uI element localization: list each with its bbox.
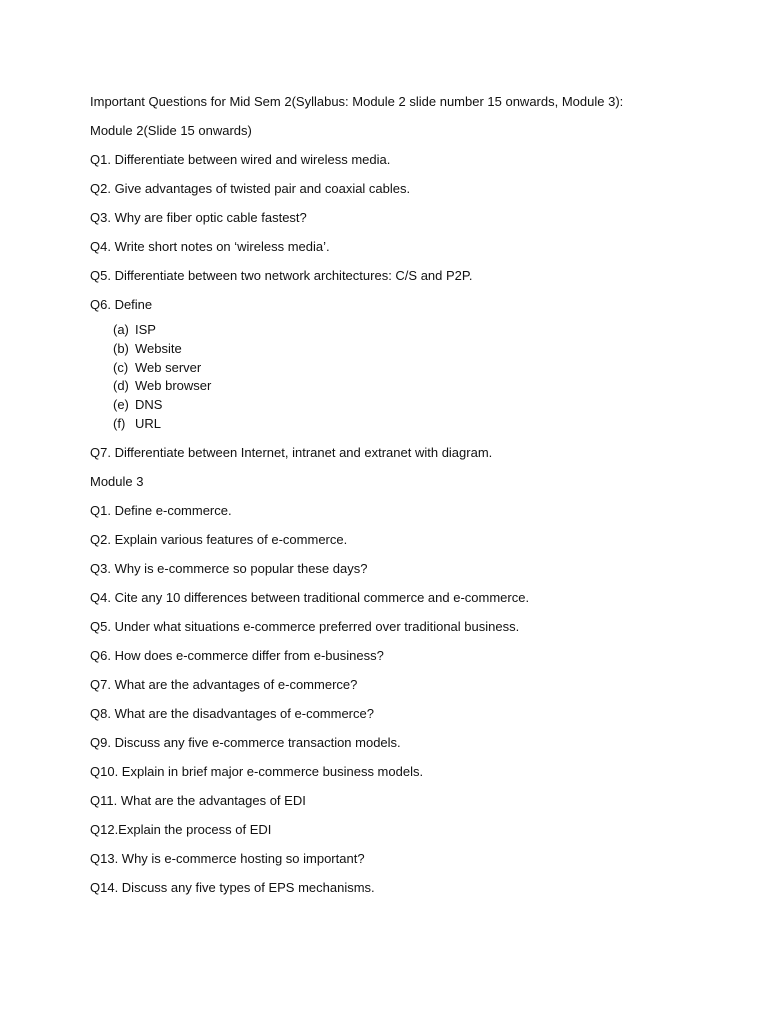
question-item: Q11. What are the advantages of EDI xyxy=(90,792,306,808)
list-item-text: URL xyxy=(135,415,162,431)
module-2-questions-before-list xyxy=(90,151,730,314)
list-item-text: Website xyxy=(135,340,182,356)
module-2-heading: Module 2(Slide 15 onwards) xyxy=(90,123,252,138)
list-marker: (f) xyxy=(113,415,126,431)
question-item: Q8. What are the disadvantages of e-commerce? xyxy=(90,705,374,721)
question-item: Q14. Discuss any five types of EPS mechanisms. xyxy=(90,879,375,895)
question-item: Q6. Define xyxy=(90,297,153,312)
define-list xyxy=(113,321,730,434)
list-marker: (b) xyxy=(113,340,129,356)
question-item: Q9. Discuss any five e-commerce transaction models. xyxy=(90,734,401,750)
question-item: Q6. How does e-commerce differ from e-business? xyxy=(90,647,384,663)
list-item-text: Web browser xyxy=(135,378,212,394)
question-item: Q7. What are the advantages of e-commerce? xyxy=(90,676,358,692)
question-item: Q7. Differentiate between Internet, intranet and extranet with diagram. xyxy=(90,444,493,460)
question-item: Q3. Why is e-commerce so popular these days? xyxy=(90,560,368,576)
list-marker: (e) xyxy=(113,397,129,413)
define-list-item xyxy=(113,377,730,396)
list-item-text: DNS xyxy=(135,397,163,413)
define-list-item xyxy=(113,415,730,434)
list-marker: (a) xyxy=(113,322,129,337)
module-3-questions xyxy=(90,502,730,897)
question-item: Q4. Write short notes on ‘wireless media’. xyxy=(90,239,330,254)
question-item: Q4. Cite any 10 differences between traditional commerce and e-commerce. xyxy=(90,589,530,605)
list-marker: (d) xyxy=(113,378,129,394)
list-item-text: ISP xyxy=(135,322,156,337)
define-list-item xyxy=(113,396,730,415)
question-item: Q2. Explain various features of e-commerce. xyxy=(90,531,348,547)
question-item: Q1. Define e-commerce. xyxy=(90,502,232,518)
question-item: Q1. Differentiate between wired and wireless media. xyxy=(90,152,391,167)
question-item: Q5. Under what situations e-commerce preferred over traditional business. xyxy=(90,618,520,634)
question-item: Q13. Why is e-commerce hosting so important? xyxy=(90,850,365,866)
question-item: Q12.Explain the process of EDI xyxy=(90,821,272,837)
question-item: Q10. Explain in brief major e-commerce business models. xyxy=(90,763,424,779)
define-list-item xyxy=(113,321,730,340)
question-item: Q2. Give advantages of twisted pair and coaxial cables. xyxy=(90,181,411,196)
module-3-heading: Module 3 xyxy=(90,473,144,489)
document-title: Important Questions for Mid Sem 2(Syllabus: Module 2 slide number 15 onwards, Module 3): xyxy=(90,94,624,109)
define-list-item xyxy=(113,359,730,378)
define-list-item xyxy=(113,340,730,359)
list-marker: (c) xyxy=(113,359,129,375)
question-item: Q5. Differentiate between two network architectures: C/S and P2P. xyxy=(90,268,473,283)
question-item: Q3. Why are fiber optic cable fastest? xyxy=(90,210,307,225)
list-item-text: Web server xyxy=(135,359,202,375)
document-body xyxy=(90,93,730,908)
